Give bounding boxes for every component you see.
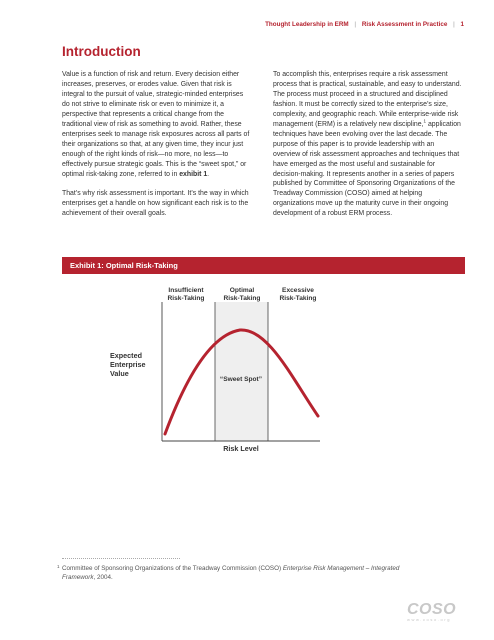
- zone-label-excessive-line2: Risk-Taking: [279, 295, 317, 302]
- x-axis-label: Risk Level: [223, 444, 259, 453]
- sweet-spot-zone: [215, 302, 268, 441]
- footnote-publication-title: Enterprise Risk Management – Integrated Framework: [62, 565, 400, 581]
- header-doc-title: Risk Assessment in Practice: [361, 21, 448, 28]
- header-separator: |: [354, 21, 357, 28]
- intro-paragraph-3-after: application techniques have been evolving over the last decade. The purpose of this paper is to provide leadership with an overview of risk assessment approaches and techniques that have emerged as the most useful and sustainable for decision-making. It represents another in a series of papers published by Committee of Sponsoring Organizations of the Treadway Commission (COSO) aimed at helping organizations move up the maturity curve in their ongoing development of a robust ERM process.: [273, 120, 461, 218]
- footnote-number: 1: [57, 564, 60, 569]
- header-separator-2: |: [453, 21, 455, 28]
- y-axis-label-line1: Expected: [110, 351, 142, 360]
- page-title: Introduction: [62, 44, 141, 59]
- coso-logo: [407, 601, 463, 627]
- y-axis-label-line2: Enterprise: [110, 360, 146, 369]
- zone-label-optimal-line2: Risk-Taking: [223, 295, 261, 302]
- page-number: 1: [460, 21, 464, 28]
- exhibit-title-bar: Exhibit 1: Optimal Risk-Taking: [62, 257, 465, 274]
- sweet-spot-label: “Sweet Spot”: [219, 376, 263, 383]
- zone-label-optimal-line1: Optimal: [229, 287, 255, 294]
- coso-logo-word: COSO: [407, 601, 457, 618]
- footnote-text: Committee of Sponsoring Organizations of the Treadway Commission (COSO): [62, 565, 282, 572]
- intro-paragraph-1-text: Value is a function of risk and return. Every decision either increases, preserves, or erodes value. Given that risk is integral to the pursuit of value, strategic-minded enterprises do not strive to eliminate risk or even to minimize it, a perspective that represents a critical change from the traditional view of risk as something to avoid. Rather, these enterprises seek to manage risk exposures across all parts of their organizations so that, at any given time, they incur just enough of the right kinds of risk—no more, no less—to effectively pursue strategic goals. This is the “sweet spot,” or optimal risk-taking zone, referred to in: [62, 71, 250, 178]
- zone-label-insufficient-line2: Risk-Taking: [167, 295, 205, 302]
- footnote-divider: [62, 558, 180, 559]
- header-section: Thought Leadership in ERM: [265, 21, 349, 28]
- footnote-year: , 2004.: [93, 573, 113, 581]
- footnote-reference[interactable]: 1: [423, 118, 427, 124]
- y-axis-label-line3: Value: [110, 369, 129, 378]
- intro-paragraph-3-before: To accomplish this, enterprises require a risk assessment process that is practical, sustainable, and easy to understand. The process must proceed in a structured and disciplined fashion. It must be correctly sized to the enterprise’s size, complexity, and geographic reach. While enterprise-wide risk management (ERM) is a relatively new discipline,: [273, 71, 462, 128]
- zone-label-excessive-line1: Excessive: [282, 287, 314, 294]
- intro-paragraph-2: That’s why risk assessment is important. It’s the way in which enterprises get a handle on how significant each risk is to the achievement of their overall goals.: [62, 190, 249, 218]
- intro-paragraph-1-end: .: [207, 170, 210, 178]
- exhibit-reference-link[interactable]: exhibit 1: [179, 170, 208, 178]
- footnote: [57, 564, 402, 582]
- coso-logo-url: www.coso.org: [407, 617, 452, 622]
- zone-label-insufficient-line1: Insufficient: [168, 287, 204, 294]
